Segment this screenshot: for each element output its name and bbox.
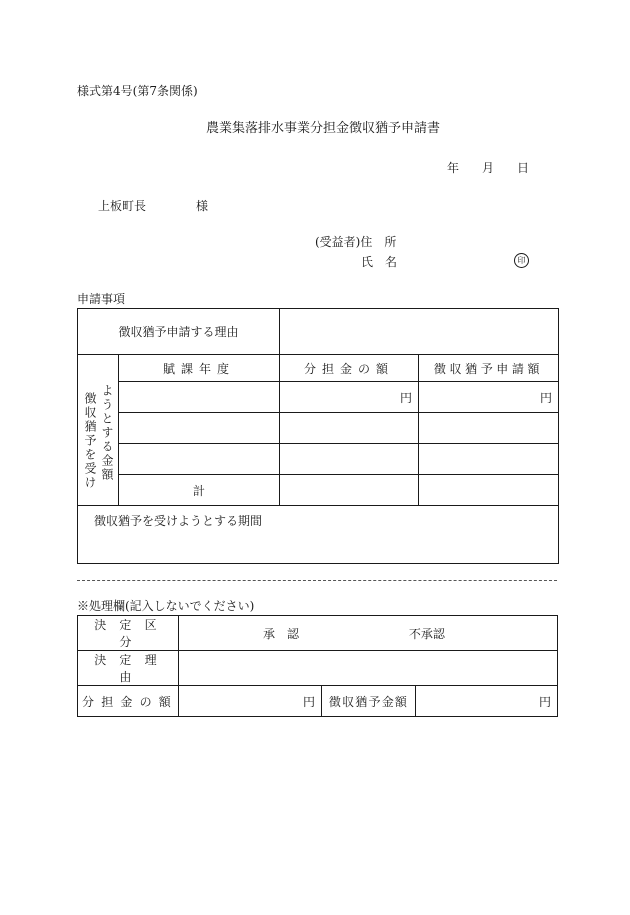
amount-input-2[interactable] <box>280 413 419 444</box>
period-input[interactable] <box>78 506 559 564</box>
applicant-address-label: (受益者)住 所 <box>315 235 397 249</box>
seal-mark: 印 <box>514 253 529 268</box>
request-input-2[interactable] <box>419 413 559 444</box>
header-year: 賦課年度 <box>119 355 280 382</box>
year-input-2[interactable] <box>119 413 280 444</box>
reject-option[interactable]: 不承認 <box>408 626 445 641</box>
decision-reason-label: 決定理由 <box>78 651 179 686</box>
decision-reason-input[interactable] <box>179 651 558 686</box>
applicant-name-label: 氏 名 <box>361 255 398 269</box>
decision-options <box>179 616 558 651</box>
processing-table <box>77 615 558 717</box>
period-label: 徴収猶予を受けようとする期間 <box>94 514 263 528</box>
reason-label: 徴収猶予申請する理由 <box>118 325 239 339</box>
year-input-1[interactable] <box>119 382 280 413</box>
date-year: 年 <box>447 161 460 175</box>
amount-total-input[interactable] <box>280 475 419 506</box>
amount-input-1[interactable] <box>280 382 419 413</box>
amount-side-label <box>78 355 119 506</box>
reason-label-cell <box>78 309 280 355</box>
page-title: 農業集落排水事業分担金徴収猶予申請書 <box>206 121 441 136</box>
decision-label: 決定区分 <box>78 616 179 651</box>
request-total-input[interactable] <box>419 475 559 506</box>
currency-label: 円 <box>540 390 553 405</box>
addressee-honorific: 様 <box>196 199 209 213</box>
date-day: 日 <box>517 161 530 175</box>
addressee-name: 上板町長 <box>98 199 147 213</box>
section-label: 申請事項 <box>77 292 126 306</box>
processing-title: ※処理欄(記入しないでください) <box>77 599 255 613</box>
total-label-cell <box>119 475 280 506</box>
date-month: 月 <box>482 161 495 175</box>
side-label-main: 徴収猶予を受け <box>83 392 97 490</box>
header-amount: 分担金の額 <box>280 355 419 382</box>
request-input-3[interactable] <box>419 444 559 475</box>
processing-deferred-label: 徴収猶予金額 <box>322 686 416 717</box>
application-table <box>77 308 559 564</box>
approve-option[interactable]: 承 認 <box>262 626 299 641</box>
cut-line <box>77 580 557 581</box>
currency-label: 円 <box>400 390 413 405</box>
side-label-sub: ようとする金額 <box>100 384 114 482</box>
currency-label: 円 <box>302 694 315 709</box>
currency-label: 円 <box>539 694 552 709</box>
year-input-3[interactable] <box>119 444 280 475</box>
processing-amount-label: 分担金の額 <box>78 686 179 717</box>
reason-input[interactable] <box>280 309 559 355</box>
processing-deferred-input[interactable] <box>416 686 558 717</box>
total-label: 計 <box>193 483 206 498</box>
processing-amount-input[interactable] <box>179 686 322 717</box>
amount-input-3[interactable] <box>280 444 419 475</box>
header-request: 徴収猶予申請額 <box>419 355 559 382</box>
request-input-1[interactable] <box>419 382 559 413</box>
form-number: 様式第4号(第7条関係) <box>77 84 198 98</box>
